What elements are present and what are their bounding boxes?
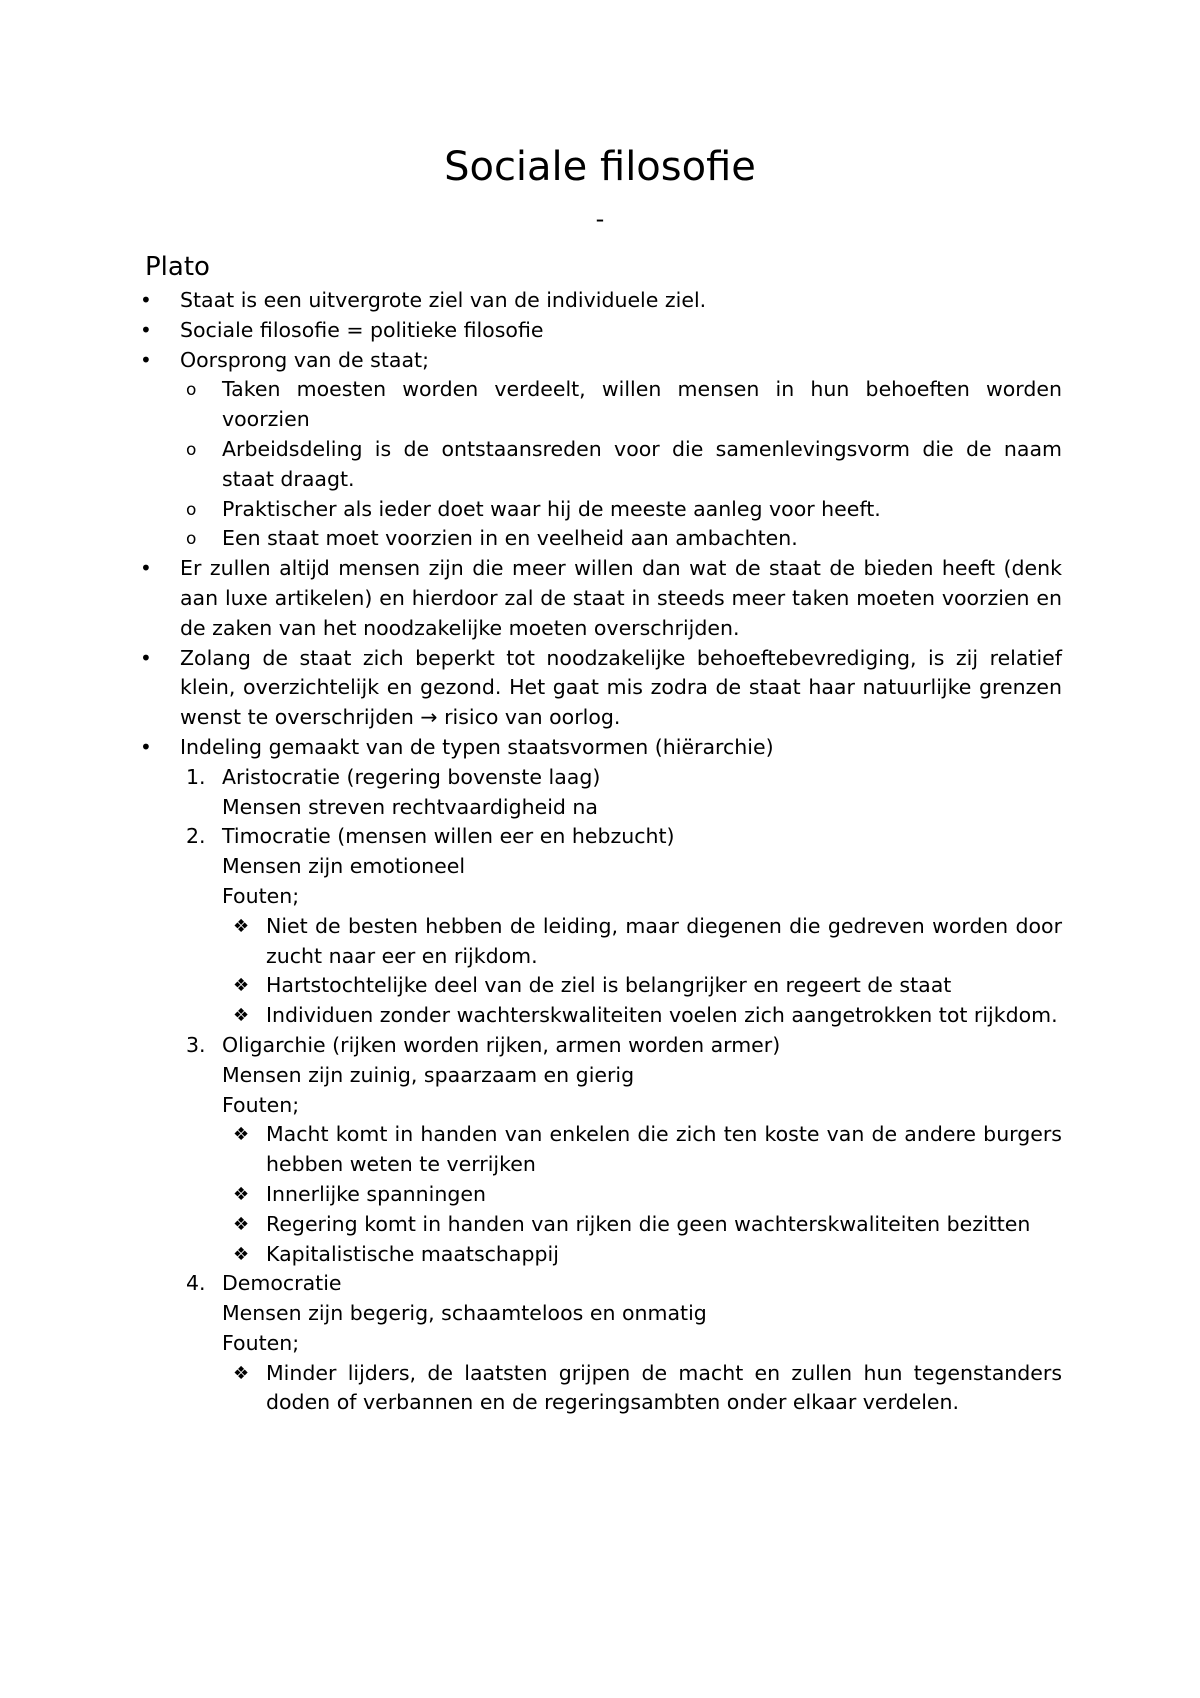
bullet-marker: • [140,347,152,372]
sub-bullet-item: o Een staat moet voorzien in en veelheid aan ambachten. [222,524,1062,554]
diamond-bullet-icon: ❖ [233,1005,250,1027]
title-separator: - [595,205,605,233]
diamond-bullet-icon: ❖ [233,915,250,937]
fault-item: ❖ Innerlijke spanningen [266,1180,1062,1210]
numbered-item-oligarchie: 3. Oligarchie (rijken worden rijken, armen worden armer) [222,1031,1062,1061]
bullet-marker: • [140,288,152,312]
section-heading-plato: Plato [145,252,210,282]
diamond-bullet-icon: ❖ [233,1183,250,1205]
sub-bullet-item: o Praktischer als ieder doet waar hij de meeste aanleg voor heeft. [222,495,1062,525]
sub-bullet-marker: o [186,499,197,520]
item-number: 3. [186,1032,206,1057]
faults-label: Fouten; [222,883,300,908]
numbered-item-timocratie: 2. Timocratie (mensen willen eer en hebzucht) [222,822,1062,852]
sub-bullet-item: o Arbeidsdeling is de ontstaansreden voor die samenlevingsvorm die de naam staat draagt. [186,436,1062,491]
item-number: 1. [186,764,206,789]
sub-bullet-item: o Taken moesten worden verdeelt, willen mensen in hun behoeften worden voorzien [186,377,1062,432]
fault-item: ❖ Kapitalistische maatschappij [266,1240,1062,1270]
item-description: Mensen zijn emotioneel [222,854,466,879]
bullet-item: • Er zullen altijd mensen zijn die meer willen dan wat de staat de bieden heeft (denk aan luxe artikelen) en hierdoor zal de staat in steeds meer taken moeten voorzien en de zaken van het noodzakelijke moeten overschrijden. [140,556,1062,640]
fault-item: ❖ Macht komt in handen van enkelen die zich ten koste van de andere burgers hebben weten te verrijken [233,1122,1062,1177]
bullet-marker: • [140,556,152,581]
bullet-marker: • [140,734,152,759]
fault-item: ❖ Regering komt in handen van rijken die geen wachterskwaliteiten bezitten [266,1210,1062,1240]
fault-item: ❖ Individuen zonder wachterskwaliteiten voelen zich aangetrokken tot rijkdom. [266,1001,1062,1031]
plato-notes [0,286,1200,1418]
fault-item: ❖ Hartstochtelijke deel van de ziel is belangrijker en regeert de staat [266,971,1062,1001]
bullet-item: • Indeling gemaakt van de typen staatsvormen (hiërarchie) [180,733,1062,763]
bullet-marker: • [140,645,152,670]
item-description: Mensen zijn zuinig, spaarzaam en gierig [222,1062,635,1087]
bullet-item: • Staat is een uitvergrote ziel van de individuele ziel. [180,286,1062,316]
bullet-item: • Zolang de staat zich beperkt tot noodzakelijke behoeftebevrediging, is zij relatief klein, overzichtelijk en gezond. Het gaat mis zodra de staat haar natuurlijke grenzen wenst te overschrijden → risico van oorlog. [140,645,1062,730]
document-title: Sociale filosofie [444,144,756,190]
sub-bullet-marker: o [186,439,197,460]
diamond-bullet-icon: ❖ [233,1362,250,1384]
numbered-item-democratie: 4. Democratie [222,1269,1062,1299]
sub-bullet-marker: o [186,380,197,401]
item-description: Mensen zijn begerig, schaamteloos en onmatig [222,1301,707,1326]
numbered-item-aristocratie: 1. Aristocratie (regering bovenste laag) [222,763,1062,793]
bullet-item: • Sociale filosofie = politieke filosofie [180,316,1062,346]
fault-item: ❖ Niet de besten hebben de leiding, maar diegenen die gedreven worden door zucht naar eer en rijkdom. [233,913,1062,968]
item-number: 2. [186,824,206,849]
fault-item: ❖ Minder lijders, de laatsten grijpen de macht en zullen hun tegenstanders doden of verbannen en de regeringsambten onder elkaar verdelen. [233,1360,1062,1415]
diamond-bullet-icon: ❖ [233,975,250,997]
sub-bullet-marker: o [186,529,197,550]
item-description: Mensen streven rechtvaardigheid na [222,794,598,819]
bullet-marker: • [140,317,152,342]
bullet-item: • Oorsprong van de staat; [180,346,1062,376]
diamond-bullet-icon: ❖ [233,1124,250,1146]
item-number: 4. [186,1271,206,1296]
faults-label: Fouten; [222,1330,300,1355]
diamond-bullet-icon: ❖ [233,1213,250,1235]
faults-label: Fouten; [222,1092,300,1117]
diamond-bullet-icon: ❖ [233,1243,250,1265]
